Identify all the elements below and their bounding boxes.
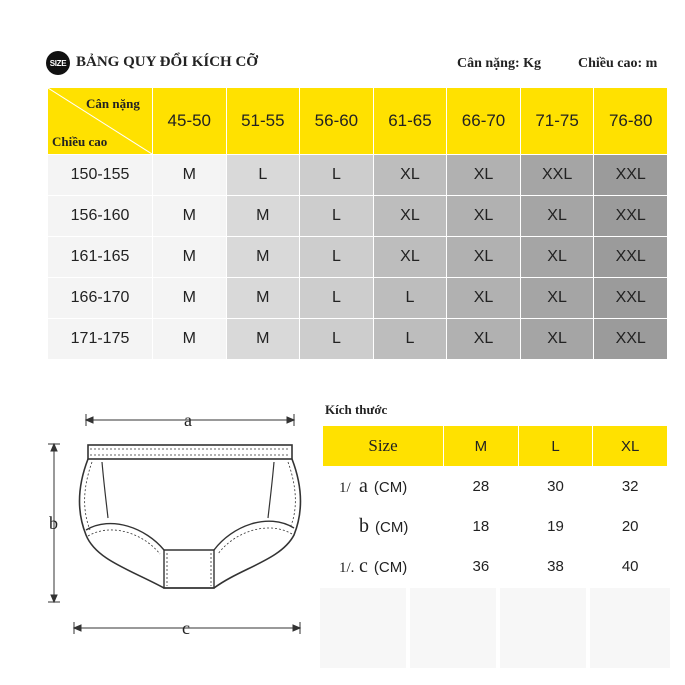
size-cell: M xyxy=(226,319,300,360)
weight-header-cell: 66-70 xyxy=(447,88,521,155)
measurement-header-row xyxy=(323,426,668,466)
table-row xyxy=(323,466,668,506)
size-cell: XXL xyxy=(594,319,668,360)
size-cell: XL xyxy=(447,237,521,278)
size-cell: L xyxy=(300,319,374,360)
size-cell: XL xyxy=(447,319,521,360)
size-header-cell: Size xyxy=(323,426,444,466)
size-cell: L xyxy=(300,196,374,237)
height-cell: 166-170 xyxy=(48,278,153,319)
measure-cell: 38 xyxy=(518,546,593,586)
size-cell: M xyxy=(226,278,300,319)
measure-cell: 40 xyxy=(593,546,668,586)
size-cell: M xyxy=(153,278,227,319)
size-cell: XXL xyxy=(594,278,668,319)
weight-unit-label: Cân nặng: Kg xyxy=(457,56,542,71)
table-header-row xyxy=(48,88,668,155)
table-row xyxy=(48,155,668,196)
weight-header-cell: 76-80 xyxy=(594,88,668,155)
size-cell: L xyxy=(226,155,300,196)
label-c: c xyxy=(182,618,190,638)
label-a: a xyxy=(184,410,192,430)
size-cell: XXL xyxy=(520,155,594,196)
height-cell: 161-165 xyxy=(48,237,153,278)
size-cell: M xyxy=(226,196,300,237)
table-row xyxy=(323,506,668,546)
measurement-title: Kích thước xyxy=(325,402,388,417)
height-cell: 156-160 xyxy=(48,196,153,237)
size-cell: XL xyxy=(520,196,594,237)
size-cell: L xyxy=(373,278,447,319)
size-cell: XL xyxy=(520,278,594,319)
weight-header-cell: 51-55 xyxy=(226,88,300,155)
measure-cell: 28 xyxy=(444,466,519,506)
size-cell: L xyxy=(300,278,374,319)
size-cell: M xyxy=(153,196,227,237)
weight-header-cell: 56-60 xyxy=(300,88,374,155)
measure-cell: 32 xyxy=(593,466,668,506)
size-cell: XL xyxy=(447,278,521,319)
height-cell: 150-155 xyxy=(48,155,153,196)
size-cell: XXL xyxy=(594,155,668,196)
height-unit-label: Chiều cao: m xyxy=(578,56,658,71)
table-row xyxy=(48,278,668,319)
weight-header-cell: 71-75 xyxy=(520,88,594,155)
size-cell: L xyxy=(373,319,447,360)
weight-axis-label: Cân nặng xyxy=(86,96,140,111)
size-cell: M xyxy=(153,237,227,278)
size-cell: XL xyxy=(447,196,521,237)
measure-row-label: 1/. c (CM) xyxy=(323,546,444,586)
size-logo-icon: SIZE xyxy=(46,51,70,75)
size-cell: XL xyxy=(447,155,521,196)
table-corner-cell xyxy=(48,88,153,155)
measure-cell: 18 xyxy=(444,506,519,546)
size-cell: L xyxy=(300,155,374,196)
size-conversion-table xyxy=(47,87,668,360)
size-cell: XXL xyxy=(594,196,668,237)
measure-cell: 19 xyxy=(518,506,593,546)
gusset xyxy=(164,550,214,588)
side-seam-right xyxy=(268,462,274,518)
page-title: BẢNG QUY ĐỔI KÍCH CỠ xyxy=(76,54,258,70)
size-column-header: L xyxy=(518,426,593,466)
size-cell: XL xyxy=(373,237,447,278)
height-cell: 171-175 xyxy=(48,319,153,360)
table-row xyxy=(323,546,668,586)
size-cell: XL xyxy=(373,196,447,237)
leg-opening-right xyxy=(214,521,294,550)
label-b: b xyxy=(49,513,58,533)
size-cell: XL xyxy=(520,319,594,360)
size-cell: M xyxy=(153,155,227,196)
table-row xyxy=(48,237,668,278)
size-cell: L xyxy=(300,237,374,278)
size-cell: XL xyxy=(373,155,447,196)
size-cell: XXL xyxy=(594,237,668,278)
table-row xyxy=(48,196,668,237)
height-axis-label: Chiều cao xyxy=(52,134,108,149)
underwear-diagram xyxy=(36,400,311,645)
weight-header-cell: 45-50 xyxy=(153,88,227,155)
measure-cell: 36 xyxy=(444,546,519,586)
measure-cell: 20 xyxy=(593,506,668,546)
measure-cell: 30 xyxy=(518,466,593,506)
waistband xyxy=(88,445,292,459)
weight-header-cell: 61-65 xyxy=(373,88,447,155)
size-cell: M xyxy=(226,237,300,278)
measurement-table xyxy=(323,426,668,586)
faded-table-area xyxy=(320,588,670,668)
side-seam-left xyxy=(102,462,108,518)
table-row xyxy=(48,319,668,360)
measure-row-label: 1/ a (CM) xyxy=(323,466,444,506)
measure-row-label: b (CM) xyxy=(323,506,444,546)
size-cell: M xyxy=(153,319,227,360)
size-column-header: M xyxy=(444,426,519,466)
size-cell: XL xyxy=(520,237,594,278)
size-column-header: XL xyxy=(593,426,668,466)
